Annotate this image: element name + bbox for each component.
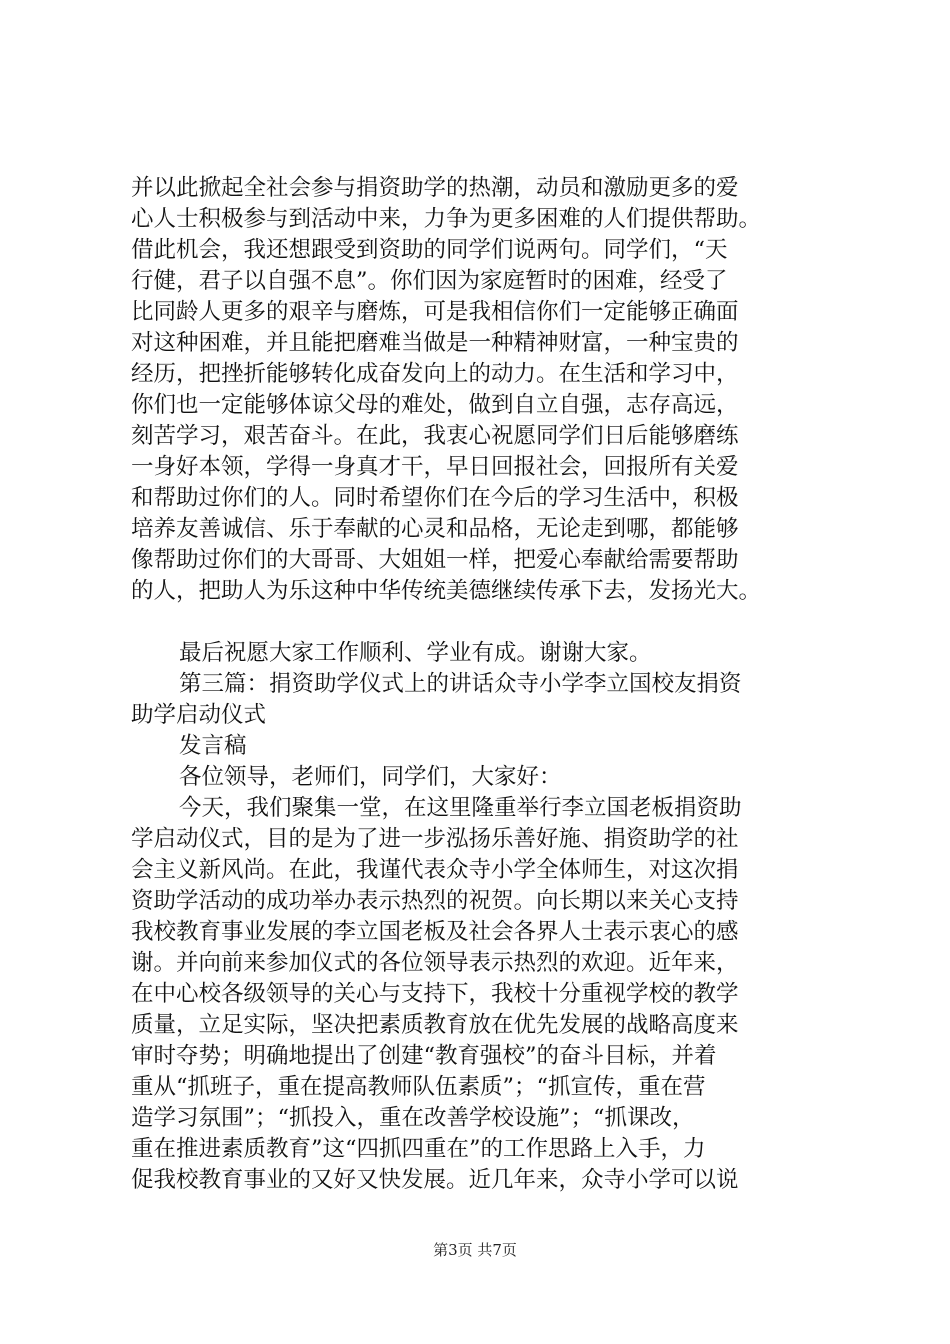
text-line: 审时夺势；明确地提出了创建“教育强校”的奋斗目标，并着 [131, 1043, 717, 1069]
text-line: 一身好本领，学得一身真才干，早日回报社会，回报所有关爱 [131, 454, 739, 480]
text-line: 和帮助过你们的人。同时希望你们在今后的学习生活中，积极 [131, 485, 739, 511]
text-line: 资助学活动的成功举办表示热烈的祝贺。向长期以来关心支持 [131, 888, 739, 914]
text-line: 你们也一定能够体谅父母的难处，做到自立自强，志存高远， [131, 392, 739, 418]
section-heading: 第三篇：捐资助学仪式上的讲话众寺小学李立国校友捐资 [179, 671, 742, 697]
section-heading-continued: 助学启动仪式 [131, 702, 267, 728]
text-line: 并以此掀起全社会参与捐资助学的热潮，动员和激励更多的爱 [131, 175, 739, 201]
text-line: 我校教育事业发展的李立国老板及社会各界人士表示衷心的感 [131, 919, 739, 945]
text-line: 比同龄人更多的艰辛与磨炼，可是我相信你们一定能够正确面 [131, 299, 739, 325]
text-line: 学启动仪式，目的是为了进一步泓扬乐善好施、捐资助学的社 [131, 826, 739, 852]
page-number-footer: 第3页 共7页 [433, 1241, 517, 1259]
text-line: 谢。并向前来参加仪式的各位领导表示热烈的欢迎。近年来， [131, 950, 739, 976]
text-line: 会主义新风尚。在此，我谨代表众寺小学全体师生，对这次捐 [131, 857, 739, 883]
text-line: 经历，把挫折能够转化成奋发向上的动力。在生活和学习中， [131, 361, 739, 387]
text-line: 的人，把助人为乐这种中华传统美德继续传承下去，发扬光大。 [131, 578, 762, 604]
paragraph-spacer [131, 607, 831, 638]
text-line: 重在推进素质教育”这“四抓四重在”的工作思路上入手，力 [131, 1136, 706, 1162]
text-line: 培养友善诚信、乐于奉献的心灵和品格，无论走到哪，都能够 [131, 516, 739, 542]
text-line: 借此机会，我还想跟受到资助的同学们说两句。同学们，“天 [131, 237, 728, 263]
text-line: 造学习氛围”；“抓投入，重在改善学校设施”；“抓课改， [131, 1105, 695, 1131]
text-line: 质量，立足实际，坚决把素质教育放在优先发展的战略高度来 [131, 1012, 739, 1038]
document-body [131, 173, 831, 1196]
text-line: 重从“抓班子，重在提高教师队伍素质”；“抓宣传，重在营 [131, 1074, 706, 1100]
text-line: 行健，君子以自强不息”。你们因为家庭暂时的困难，经受了 [131, 268, 728, 294]
text-line: 对这种困难，并且能把磨难当做是一种精神财富，一种宝贵的 [131, 330, 739, 356]
text-line: 今天，我们聚集一堂，在这里隆重举行李立国老板捐资助 [179, 795, 742, 821]
closing-line: 最后祝愿大家工作顺利、学业有成。谢谢大家。 [179, 640, 652, 666]
section-subtitle: 发言稿 [179, 733, 247, 759]
text-line: 刻苦学习，艰苦奋斗。在此，我衷心祝愿同学们日后能够磨练 [131, 423, 739, 449]
text-line: 在中心校各级领导的关心与支持下，我校十分重视学校的教学 [131, 981, 739, 1007]
text-line: 心人士积极参与到活动中来，力争为更多困难的人们提供帮助。 [131, 206, 762, 232]
text-line: 促我校教育事业的又好又快发展。近几年来，众寺小学可以说 [131, 1167, 739, 1193]
text-line: 像帮助过你们的大哥哥、大姐姐一样，把爱心奉献给需要帮助 [131, 547, 739, 573]
salutation-line: 各位领导，老师们，同学们，大家好： [179, 764, 562, 790]
